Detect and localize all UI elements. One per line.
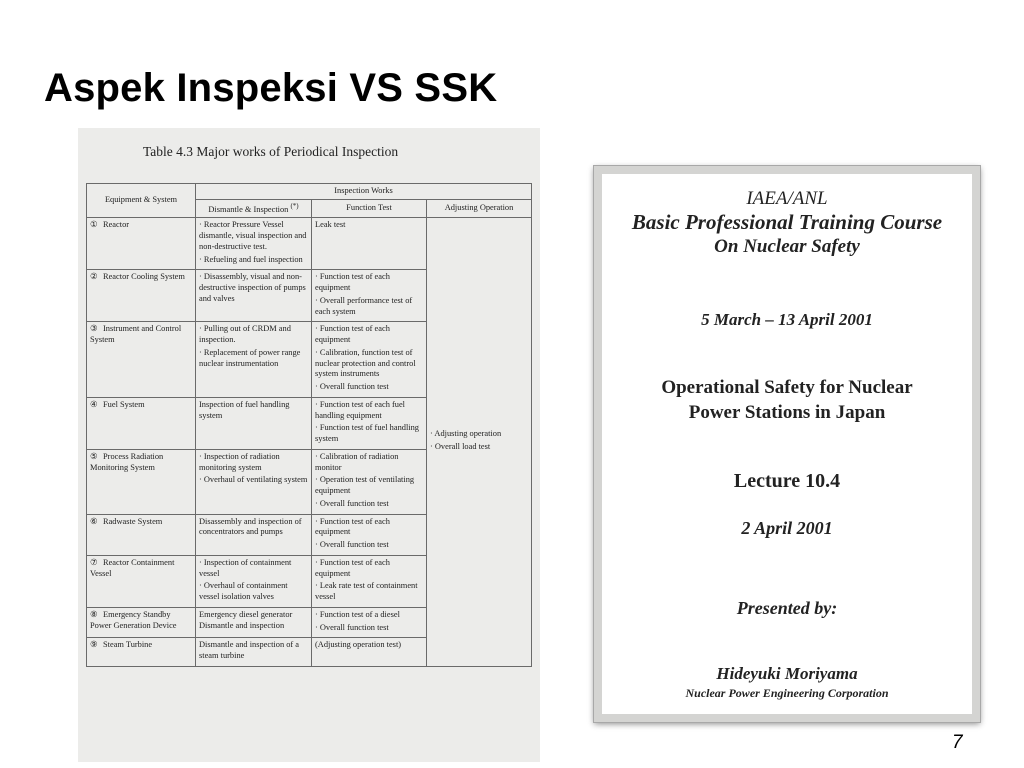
- card-presenter: Hideyuki Moriyama: [716, 664, 858, 683]
- function-item: · Overall function test: [315, 382, 389, 392]
- function-item: · Function test of each equipment: [315, 557, 390, 578]
- dismantle-item: · Overhaul of containment vessel isolation valves: [199, 581, 288, 602]
- row-number: ⑥: [90, 516, 98, 526]
- dismantle-cell: [196, 322, 312, 398]
- dismantle-item: · Reactor Pressure Vessel dismantle, visual inspection and non-destructive test.: [199, 220, 307, 251]
- function-item: · Overall performance test of each system: [315, 295, 413, 316]
- function-cell: [312, 270, 427, 322]
- equipment-cell: [87, 322, 196, 398]
- header-inspection-works: Inspection Works: [196, 184, 532, 200]
- card-course-line2: On Nuclear Safety: [714, 236, 860, 257]
- dismantle-item: · Replacement of power range nuclear instrumentation: [199, 347, 301, 368]
- card-lecture-date: 2 April 2001: [741, 518, 833, 538]
- function-item: · Function test of each equipment: [315, 272, 390, 293]
- function-item: · Function test of each equipment: [315, 516, 390, 537]
- function-item: · Overall function test: [315, 498, 389, 508]
- function-item: Leak test: [315, 220, 346, 230]
- equipment-name: Emergency Standby Power Generation Device: [90, 609, 177, 630]
- equipment-name: Process Radiation Monitoring System: [90, 451, 164, 472]
- dismantle-cell: [196, 607, 312, 638]
- function-item: (Adjusting operation test): [315, 640, 402, 650]
- dismantle-item: Emergency diesel generator Dismantle and inspection: [199, 609, 293, 630]
- row-number: ⑨: [90, 640, 98, 650]
- function-item: · Calibration of radiation monitor: [315, 451, 399, 472]
- function-cell: [312, 322, 427, 398]
- equipment-name: Steam Turbine: [103, 640, 153, 650]
- dismantle-item: · Inspection of radiation monitoring system: [199, 451, 280, 472]
- card-lecture-number: Lecture 10.4: [733, 470, 841, 492]
- function-item: · Overall function test: [315, 622, 389, 632]
- row-number: ④: [90, 399, 98, 409]
- card-topic-line1: Operational Safety for Nuclear: [661, 377, 913, 398]
- equipment-cell: [87, 555, 196, 607]
- lecture-title-card: [594, 166, 980, 722]
- function-item: · Function test of fuel handling system: [315, 423, 419, 444]
- function-cell: [312, 555, 427, 607]
- equipment-name: Reactor Containment Vessel: [90, 557, 175, 578]
- equipment-name: Instrument and Control System: [90, 324, 182, 345]
- dismantle-cell: [196, 218, 312, 270]
- card-topic-line2: Power Stations in Japan: [688, 402, 886, 423]
- dismantle-item: · Pulling out of CRDM and inspection.: [199, 324, 291, 345]
- equipment-name: Radwaste System: [103, 516, 163, 526]
- function-item: · Operation test of ventilating equipment: [315, 475, 415, 496]
- dismantle-cell: [196, 555, 312, 607]
- function-item: · Overall function test: [315, 540, 389, 550]
- function-cell: [312, 514, 427, 555]
- row-number: ①: [90, 220, 98, 230]
- dismantle-item: · Overhaul of ventilating system: [199, 475, 308, 485]
- function-cell: [312, 449, 427, 514]
- function-cell: [312, 397, 427, 449]
- function-item: · Function test of a diesel: [315, 609, 400, 619]
- dismantle-cell: [196, 638, 312, 667]
- equipment-name: Fuel System: [103, 399, 145, 409]
- dismantle-cell: [196, 397, 312, 449]
- function-item: · Function test of each fuel handling equipment: [315, 399, 406, 420]
- function-cell: [312, 607, 427, 638]
- inspection-table: [86, 183, 532, 667]
- row-number: ⑧: [90, 609, 98, 619]
- adjusting-item: · Overall load test: [430, 442, 491, 452]
- dismantle-item: Dismantle and inspection of a steam turbine: [199, 640, 300, 661]
- equipment-cell: [87, 270, 196, 322]
- dismantle-item: Disassembly and inspection of concentrators and pumps: [199, 516, 302, 537]
- dismantle-item: Inspection of fuel handling system: [199, 399, 290, 420]
- row-number: ⑤: [90, 451, 98, 461]
- equipment-cell: [87, 607, 196, 638]
- row-number: ②: [90, 272, 98, 282]
- row-number: ③: [90, 324, 98, 334]
- slide-title: Aspek Inspeksi VS SSK: [44, 66, 498, 110]
- dismantle-item: · Refueling and fuel inspection: [199, 254, 303, 264]
- header-dismantle-mark: (*): [290, 201, 299, 210]
- function-cell: [312, 638, 427, 667]
- dismantle-cell: [196, 449, 312, 514]
- equipment-cell: [87, 514, 196, 555]
- card-presented-label: Presented by:: [736, 598, 838, 618]
- dismantle-cell: [196, 270, 312, 322]
- inspection-table-scan: [78, 128, 540, 762]
- row-number: ⑦: [90, 557, 98, 567]
- function-item: · Calibration, function test of nuclear protection and control system instruments: [315, 347, 416, 379]
- equipment-cell: [87, 449, 196, 514]
- table-caption: Table 4.3 Major works of Periodical Inspection: [143, 144, 399, 159]
- equipment-cell: [87, 218, 196, 270]
- card-affiliation: Nuclear Power Engineering Corporation: [685, 686, 889, 700]
- header-dismantle-label: Dismantle & Inspection: [208, 204, 289, 214]
- dismantle-cell: [196, 514, 312, 555]
- function-cell: [312, 218, 427, 270]
- table-row: [87, 218, 532, 270]
- card-course-line1: Basic Professional Training Course: [631, 210, 943, 234]
- adjusting-item: · Adjusting operation: [430, 429, 502, 439]
- function-item: · Function test of each equipment: [315, 324, 390, 345]
- card-org: IAEA/ANL: [746, 188, 828, 209]
- header-adjusting: Adjusting Operation: [427, 199, 532, 218]
- equipment-name: Reactor Cooling System: [103, 272, 185, 282]
- equipment-name: Reactor: [103, 220, 130, 230]
- page-number: 7: [952, 732, 963, 753]
- dismantle-item: · Inspection of containment vessel: [199, 557, 292, 578]
- function-item: · Leak rate test of containment vessel: [315, 581, 418, 602]
- header-equipment: Equipment & System: [87, 184, 196, 218]
- equipment-cell: [87, 638, 196, 667]
- equipment-cell: [87, 397, 196, 449]
- card-dates: 5 March – 13 April 2001: [701, 310, 873, 329]
- header-dismantle: [196, 199, 312, 218]
- header-function: Function Test: [312, 199, 427, 218]
- adjusting-cell: [427, 218, 532, 667]
- dismantle-item: · Disassembly, visual and non-destructive inspection of pumps and valves: [199, 272, 306, 303]
